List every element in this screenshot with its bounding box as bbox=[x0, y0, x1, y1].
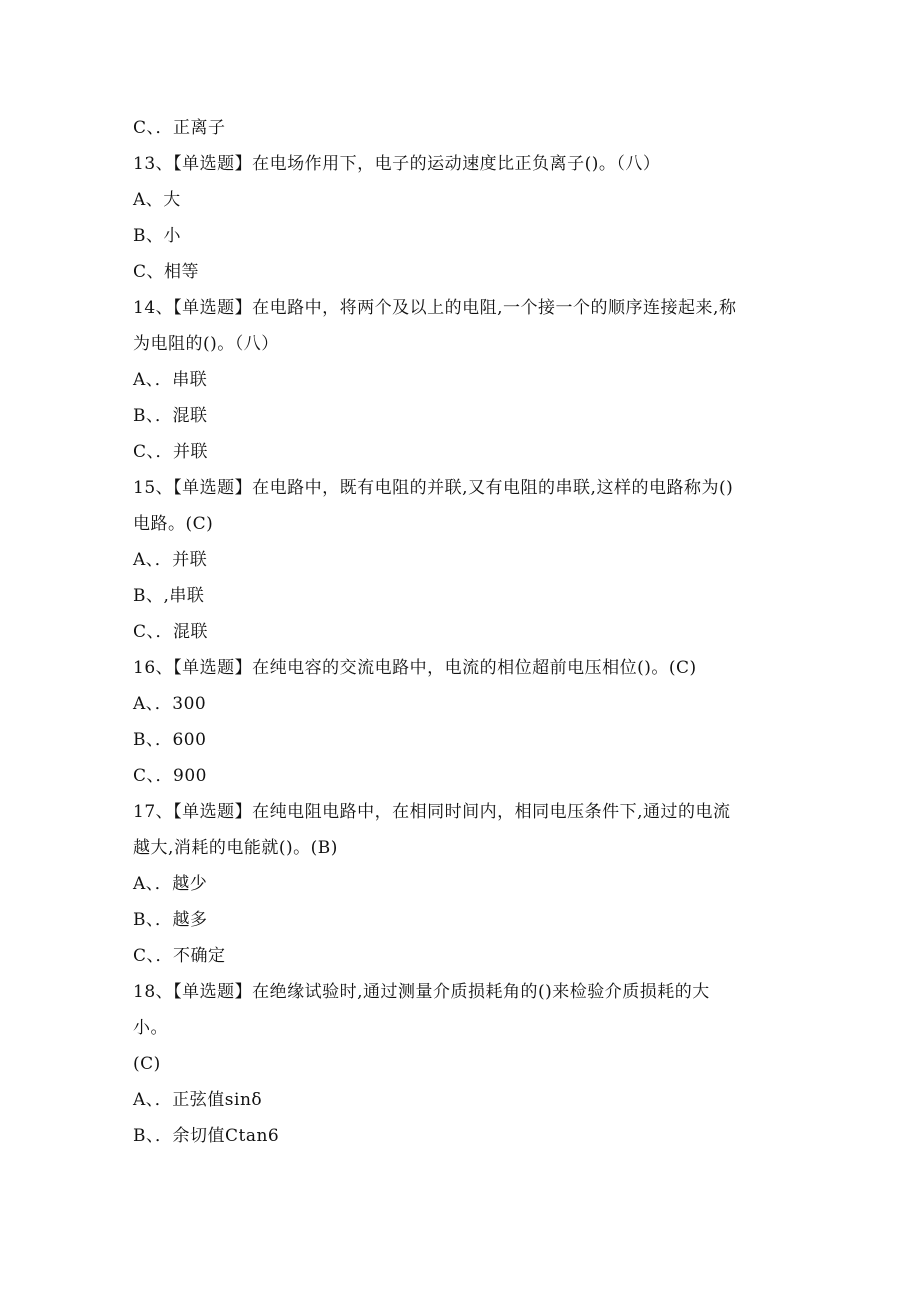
question-line: 18、【单选题】在绝缘试验时,通过测量介质损耗角的()来检验介质损耗的大 bbox=[133, 982, 710, 1002]
option-line: B、．混联 bbox=[133, 406, 208, 426]
option-line: C、．不确定 bbox=[133, 946, 226, 966]
question-line: 13、【单选题】在电场作用下，电子的运动速度比正负离子()。（八） bbox=[133, 154, 661, 174]
option-line: B、．600 bbox=[133, 730, 207, 750]
option-line: A、．串联 bbox=[133, 370, 208, 390]
question-line-continued: 电路。(C) bbox=[133, 514, 214, 534]
option-line: C、．正离子 bbox=[133, 118, 226, 138]
option-line: A、．并联 bbox=[133, 550, 208, 570]
option-line: B、．越多 bbox=[133, 910, 208, 930]
option-line: B、小 bbox=[133, 226, 181, 246]
answer-line: (C) bbox=[133, 1054, 161, 1074]
option-line: B、．余切值Ctan6 bbox=[133, 1126, 280, 1146]
document-body bbox=[133, 110, 793, 1154]
option-line: C、相等 bbox=[133, 262, 200, 282]
question-line: 17、【单选题】在纯电阻电路中，在相同时间内，相同电压条件下,通过的电流 bbox=[133, 802, 731, 822]
question-line: 15、【单选题】在电路中，既有电阻的并联,又有电阻的串联,这样的电路称为() bbox=[133, 478, 734, 498]
option-line: A、．正弦值sinδ bbox=[133, 1090, 263, 1110]
question-line: 16、【单选题】在纯电容的交流电路中，电流的相位超前电压相位()。(C) bbox=[133, 658, 697, 678]
option-line: A、大 bbox=[133, 190, 181, 210]
option-line: B、,串联 bbox=[133, 586, 205, 606]
option-line: C、．并联 bbox=[133, 442, 209, 462]
question-line-continued: 小。 bbox=[133, 1018, 168, 1038]
question-line-continued: 为电阻的()。（八） bbox=[133, 334, 279, 354]
question-line-continued: 越大,消耗的电能就()。(B) bbox=[133, 838, 338, 858]
question-line: 14、【单选题】在电路中，将两个及以上的电阻,一个接一个的顺序连接起来,称 bbox=[133, 298, 737, 318]
option-line: C、．混联 bbox=[133, 622, 209, 642]
option-line: A、．越少 bbox=[133, 874, 208, 894]
option-line: A、．300 bbox=[133, 694, 207, 714]
option-line: C、．900 bbox=[133, 766, 207, 786]
